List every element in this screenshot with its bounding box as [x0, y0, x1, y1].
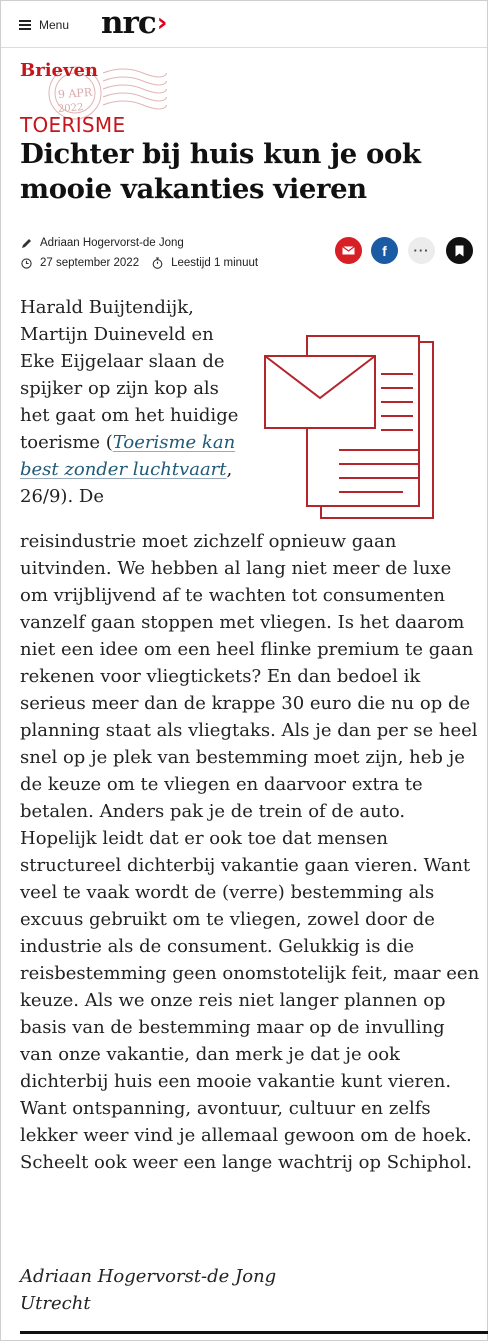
- publish-date: 27 september 2022: [40, 257, 140, 269]
- article-intro-paragraph: [20, 294, 250, 510]
- top-navigation-bar: [1, 1, 487, 48]
- nrc-logo[interactable]: [101, 5, 166, 41]
- date-line: [20, 257, 258, 269]
- intro-text: Harald Buijtendijk, Martijn Duineveld en Eke Eijgelaar slaan de spijker op zijn kop als het gaat om het huidige toerisme (: [20, 297, 239, 453]
- share-email-button[interactable]: [335, 237, 362, 264]
- letter-envelope-illustration-icon: [263, 334, 439, 524]
- share-more-button[interactable]: [408, 237, 435, 264]
- logo-chevron-icon: ›: [156, 8, 167, 38]
- bookmark-icon: [455, 245, 464, 257]
- reading-time: Leestijd 1 minuut: [171, 257, 259, 269]
- article-kicker: TOERISME: [20, 113, 126, 137]
- timer-icon: [151, 257, 163, 269]
- signature-city: Utrecht: [20, 1293, 91, 1314]
- article-headline: Dichter bij huis kun je ook mooie vakanties vieren: [20, 138, 421, 205]
- bottom-divider: [20, 1331, 488, 1334]
- author-name[interactable]: Adriaan Hogervorst-de Jong: [40, 237, 184, 249]
- clock-icon: [20, 257, 32, 269]
- referenced-article-link[interactable]: Toerisme kan best zonder luchtvaart: [20, 432, 236, 480]
- menu-button[interactable]: [19, 14, 69, 36]
- author-line: [20, 237, 184, 249]
- article-body-paragraph: reisindustrie moet zichzelf opnieuw gaan uitvinden. We hebben al lang niet meer de luxe om vrijblijvend af te wachten tot consumenten vanzelf gaan stoppen met vliegen. Is het daarom niet een idee om een heel flinke premium te gaan rekenen voor vliegtickets? En dan bedoel ik serieus meer dan de krappe 30 euro die nu op de planning staat als vliegtaks. Als je dan per se heel snel op je plek van bestemming moet zijn, heb je de keuze om te vliegen en daarvoor extra te betalen. Anders pak je de trein of de auto. Hopelijk leidt dat er ook toe dat mensen structureel dichterbij vakantie gaan vieren. Want veel te vaak wordt de (verre) bestemming als excuus gebruikt om te vliegen, zowel door de industrie als de consument. Gelukkig is die reisbestemming geen onomstotelijk feit, maar een keuze. Als we onze reis niet langer plannen op basis van de bestemming maar op de invulling van onze vakantie, dan merk je dat je ook dichterbij huis een mooie vakantie kunt vieren. Want ontspanning, avontuur, cultuur en zelfs lekker weer vind je allemaal gewoon om de hoek. Scheelt ook weer een lange wachtrij op Schiphol.: [20, 531, 480, 1173]
- logo-text: nrc: [101, 5, 156, 41]
- intro-text-end: , 26/9). De: [20, 459, 233, 507]
- hamburger-icon: [19, 20, 31, 30]
- stamp-date: 9 APR: [57, 85, 93, 102]
- share-facebook-button[interactable]: [371, 237, 398, 264]
- stamp-year: 2022: [57, 102, 84, 115]
- facebook-icon: f: [382, 242, 387, 259]
- bookmark-button[interactable]: [446, 237, 473, 264]
- pen-icon: [20, 237, 32, 249]
- signature-name: Adriaan Hogervorst-de Jong: [20, 1266, 277, 1287]
- section-label[interactable]: Brieven: [20, 60, 98, 81]
- more-icon: ···: [413, 243, 430, 258]
- mail-icon: [342, 246, 355, 255]
- menu-label: Menu: [39, 18, 70, 32]
